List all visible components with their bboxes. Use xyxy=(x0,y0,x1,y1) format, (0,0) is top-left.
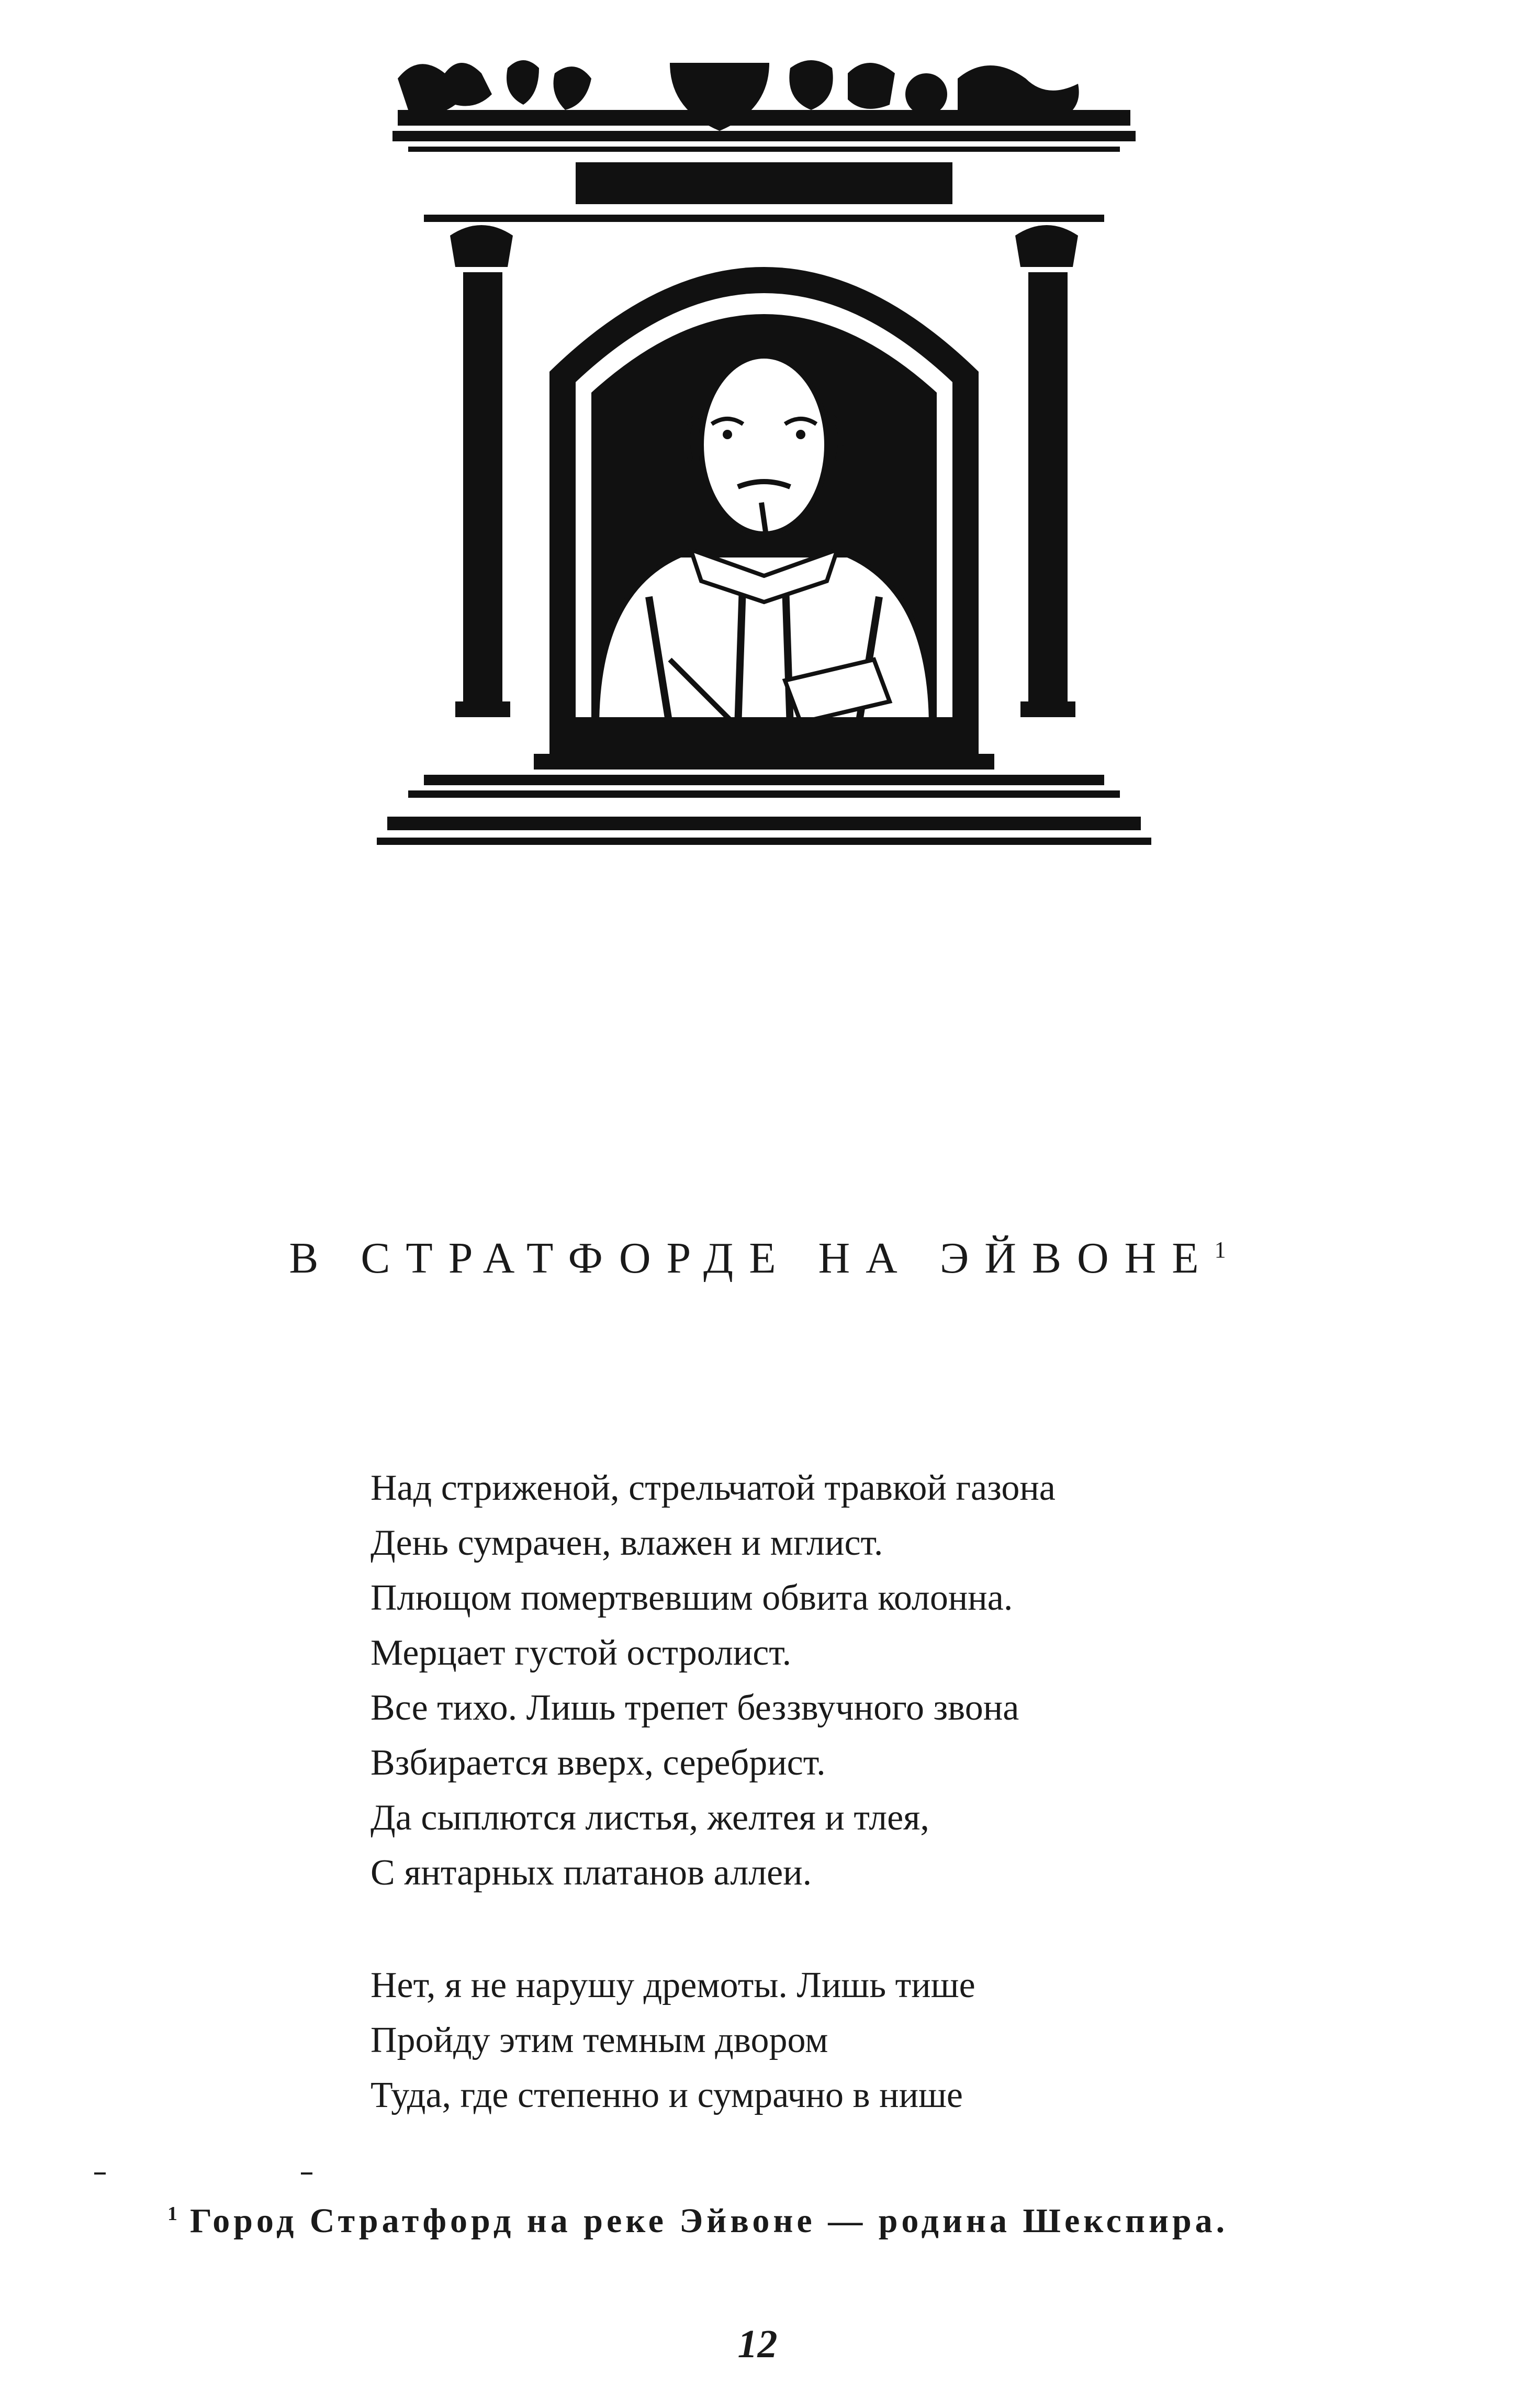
footnote-separator-right xyxy=(301,2172,312,2175)
footnote-mark: 1 xyxy=(167,2203,177,2225)
poem-line: Плющом помертвевшим обвита колонна. xyxy=(371,1578,1013,1618)
poem-line: Да сыплются листья, желтея и тлея, xyxy=(371,1798,929,1838)
stanza xyxy=(371,1958,1365,2123)
left-column xyxy=(450,225,513,717)
stanza xyxy=(371,1461,1365,1900)
poem-body xyxy=(371,1461,1365,2180)
title-footnote-ref: 1 xyxy=(1214,1237,1226,1263)
frieze-panel xyxy=(576,162,952,204)
footnote-separator-left xyxy=(94,2172,106,2175)
poem-line: Мерцает густой остролист. xyxy=(371,1633,792,1673)
right-column xyxy=(1015,225,1078,717)
poem-line: Туда, где степенно и сумрачно в нише xyxy=(371,2075,963,2115)
shakespeare-monument-illustration xyxy=(377,47,1151,906)
poem-line: Все тихо. Лишь трепет беззвучного звона xyxy=(371,1688,1019,1728)
poem-line: Нет, я не нарушу дремоты. Лишь тише xyxy=(371,1965,975,2005)
poem-line: Пройду этим темным двором xyxy=(371,2020,828,2060)
footnote xyxy=(167,2201,1465,2241)
page-number: 12 xyxy=(737,2322,778,2366)
poem-line: Над стриженой, стрельчатой травкой газона xyxy=(371,1468,1056,1508)
poem-line: С янтарных платанов аллеи. xyxy=(371,1853,812,1893)
poem-line: День сумрачен, влажен и мглист. xyxy=(371,1523,883,1563)
poem-title xyxy=(0,1233,1515,1284)
crest-ornament xyxy=(398,60,1130,131)
poem-title-text: В СТРАТФОРДЕ НА ЭЙВОНЕ xyxy=(289,1234,1215,1283)
poem-line: Взбирается вверх, серебрист. xyxy=(371,1743,826,1783)
footnote-text: Город Стратфорд на реке Эйвоне — родина Шекспира. xyxy=(190,2202,1229,2240)
